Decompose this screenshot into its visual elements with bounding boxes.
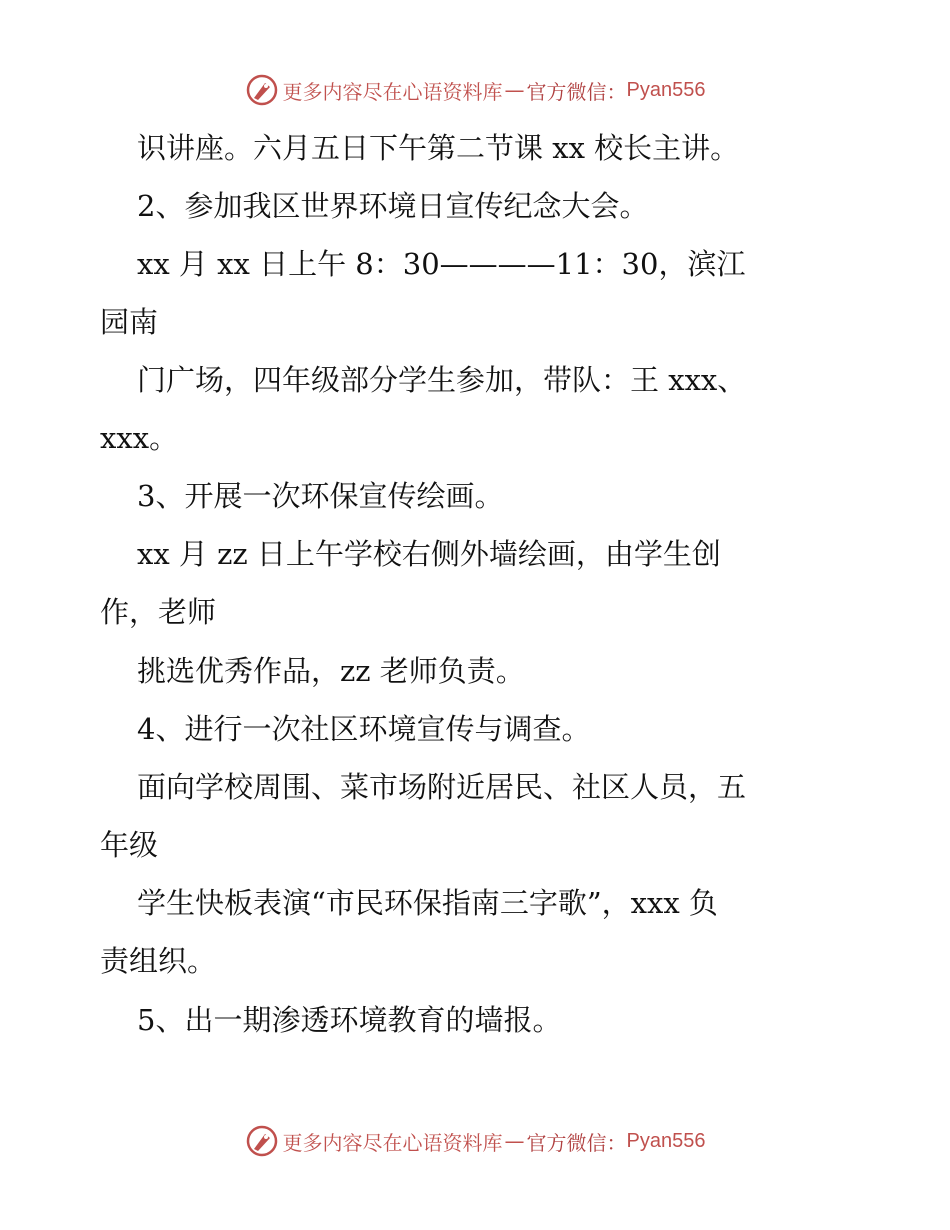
body-line: 3、开展一次环保宣传绘画。 <box>137 479 504 513</box>
body-line: 学生快板表演“市民环保指南三字歌”，xxx 负 <box>137 886 718 920</box>
body-line: 园南 <box>100 305 159 339</box>
banner-wechat-id: Pyan556 <box>626 78 706 101</box>
banner-text: 更多内容尽在心语资料库 <box>282 79 503 104</box>
body-line: 年级 <box>100 828 159 862</box>
body-line: 4、进行一次社区环境宣传与调查。 <box>137 712 591 746</box>
banner-wechat-id: Pyan556 <box>626 1129 706 1152</box>
body-line: xxx。 <box>100 421 179 455</box>
body-line: 5、出一期渗透环境教育的墙报。 <box>137 1003 562 1037</box>
body-line: 挑选优秀作品，zz 老师负责。 <box>137 654 525 688</box>
body-line: 2、参加我区世界环境日宣传纪念大会。 <box>137 189 649 223</box>
banner-dash: — <box>504 1129 525 1153</box>
banner-wechat-label: 官方微信： <box>526 1130 627 1155</box>
pen-nib-logo-icon <box>245 73 279 107</box>
body-line: 识讲座。六月五日下午第二节课 xx 校长主讲。 <box>137 131 740 165</box>
body-line: 门广场，四年级部分学生参加，带队：王 xxx、 <box>137 363 747 397</box>
body-line: 责组织。 <box>100 944 217 978</box>
body-line: 面向学校周围、菜市场附近居民、社区人员，五 <box>137 770 747 804</box>
banner-dash: — <box>504 78 525 102</box>
pen-nib-logo-icon <box>245 1124 279 1158</box>
banner-wechat-label: 官方微信： <box>526 79 627 104</box>
header-watermark-banner <box>0 70 950 110</box>
body-line: xx 月 zz 日上午学校右侧外墙绘画，由学生创 <box>137 537 721 571</box>
banner-text: 更多内容尽在心语资料库 <box>282 1130 503 1155</box>
footer-watermark-banner <box>0 1121 950 1161</box>
body-line: 作，老师 <box>100 595 217 629</box>
body-line: xx 月 xx 日上午 8：30————11：30，滨江 <box>137 247 746 281</box>
